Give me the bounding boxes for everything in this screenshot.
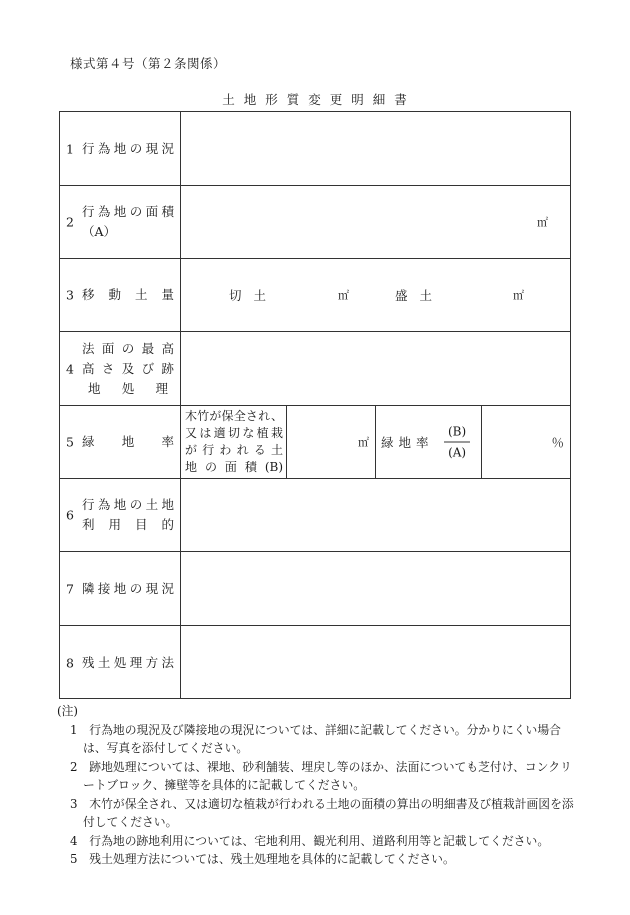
row-number: 7 xyxy=(66,581,74,596)
row-header xyxy=(60,112,181,185)
green-area-line: が行われる土 xyxy=(185,443,283,457)
input-land-use[interactable] xyxy=(181,479,570,551)
input-slope-height[interactable] xyxy=(181,332,570,405)
row-number: 1 xyxy=(66,141,74,156)
unit-sqm: ㎡ xyxy=(537,216,548,229)
row-label: 隣接地の現況 xyxy=(82,580,174,596)
row-label: 残土処理方法 xyxy=(82,654,174,670)
row-soil-disposal xyxy=(60,626,570,699)
note-item: 2 跡地処理については、裸地、砂利舗装、埋戻し等のほか、法面についても芝付け、コンクリートブロック、擁壁等を具体的に記載してください。 xyxy=(70,759,572,792)
notes-section xyxy=(57,702,582,869)
green-area-line: 木竹が保全され、 xyxy=(185,409,283,423)
green-ratio-formula xyxy=(376,406,482,478)
green-area-line: 又は適切な植栽 xyxy=(185,426,283,440)
row-header xyxy=(60,406,181,478)
input-green-area[interactable] xyxy=(287,406,376,478)
form-table xyxy=(59,111,571,699)
notes-heading: (注) xyxy=(57,704,79,718)
row-slope-height xyxy=(60,332,570,406)
unit-sqm: ㎡ xyxy=(358,436,369,449)
note-item: 3 木竹が保全され、又は適切な植栽が行われる土地の面積の算出の明細書及び植栽計画図を添付してください。 xyxy=(70,796,574,829)
row-number: 3 xyxy=(66,287,74,303)
green-area-label xyxy=(181,406,287,478)
row-label-line: 法面の最高 xyxy=(82,340,174,356)
ratio-fraction xyxy=(444,424,470,461)
row-area xyxy=(60,186,570,259)
document-title: 土地形質変更明細書 xyxy=(222,92,416,107)
input-current-state[interactable] xyxy=(181,112,570,185)
form-number: 様式第４号（第２条関係） xyxy=(70,56,227,71)
input-adjacent-state[interactable] xyxy=(181,552,570,625)
row-label-line: 高さ及び跡 xyxy=(82,360,174,376)
row-label-line: 行為地の土地 xyxy=(82,497,174,512)
row-header xyxy=(60,259,181,331)
fraction-denominator: (A) xyxy=(448,445,467,460)
row-header xyxy=(60,626,181,699)
row-number: 4 xyxy=(66,361,74,376)
cut-label: 切土 xyxy=(229,288,279,303)
input-green-ratio[interactable] xyxy=(482,406,570,478)
row-label-line: （A） xyxy=(82,224,117,239)
row-label xyxy=(82,495,174,535)
row-label: 行為地の現況 xyxy=(82,140,174,156)
row-label xyxy=(82,202,174,242)
row-earth-volume xyxy=(60,259,570,332)
fill-label: 盛土 xyxy=(395,288,445,303)
row-label-line: 行為地の面積 xyxy=(82,204,174,219)
row-green-ratio xyxy=(60,406,570,479)
note-item: 4 行為地の跡地利用については、宅地利用、観光利用、道路利用等と記載してください。 xyxy=(70,833,550,848)
input-area[interactable] xyxy=(181,186,570,258)
row-header xyxy=(60,186,181,258)
fraction-numerator: (B) xyxy=(444,424,470,443)
row-header xyxy=(60,479,181,551)
input-earth-volume[interactable] xyxy=(181,259,570,331)
percent-unit: ％ xyxy=(551,435,564,450)
green-ratio-label: 緑地率 xyxy=(381,435,434,450)
row-header xyxy=(60,332,181,405)
row-land-use xyxy=(60,479,570,552)
row-label: 緑地率 xyxy=(82,434,174,449)
unit-sqm: ㎡ xyxy=(513,289,524,302)
row-label-line: 利用目的 xyxy=(82,517,174,532)
unit-sqm: ㎡ xyxy=(338,289,349,302)
row-label xyxy=(82,339,174,399)
row-current-state xyxy=(60,112,570,186)
note-item: 5 残土処理方法については、残土処理地を具体的に記載してください。 xyxy=(70,852,455,866)
row-adjacent-state xyxy=(60,552,570,626)
row-label: 移動土量 xyxy=(82,287,174,302)
input-soil-disposal[interactable] xyxy=(181,626,570,699)
note-item: 1 行為地の現況及び隣接地の現況については、詳細に記載してください。分かりにくい場合は、写真を添付してください。 xyxy=(70,722,561,755)
row-header xyxy=(60,552,181,625)
row-number: 2 xyxy=(66,214,74,230)
row-number: 5 xyxy=(66,434,74,450)
green-area-line: 地の面積(B) xyxy=(185,460,283,474)
row-number: 6 xyxy=(66,507,74,523)
row-label-line: 地処理 xyxy=(88,380,168,396)
row-number: 8 xyxy=(66,655,74,670)
